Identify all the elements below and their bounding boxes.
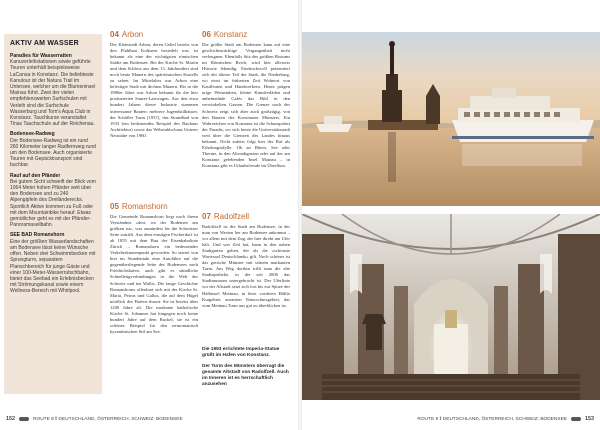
section-heading-radolfzell <box>202 212 290 221</box>
car-icon <box>571 417 581 421</box>
caption-konstanz: Die 1993 errichtete Imperia-Statue grüßt im Hafen von Konstanz. <box>202 347 280 358</box>
footer-right <box>417 416 594 422</box>
sidebar-section <box>10 232 96 294</box>
text-column-2 <box>202 30 290 393</box>
sidebar-section-text: Eine der größten Wasserlandschaften am Bodensee lässt keine Wünsche offen. Neben drei Schwimmbecken mit Sprungturm, separatem Planschbereich für junge Gäste und einer 100-Meter-Wasserrutschbahn, bietet das Seebad ein Erlebnisbecken mit Strömungskanal sowie einem Wellness-Bereich mit Whirlpool. <box>10 238 96 295</box>
sidebar-section-text: Der Bodensee-Radweg ist ein rund 260 Kilometer langer Radfernweg rund um den Bodensee. Auch organisierte Touren mit Gepäcktransport sind buchbar. <box>10 137 96 169</box>
text-column-1 <box>110 30 198 382</box>
footer-left <box>6 416 183 422</box>
section-number: 07 <box>202 212 211 221</box>
section-body-radolfzell: Radolfzell ist die Stadt am Bodensee, in der man von Westen her am Bodensee ankommt – vor allem mit dem Zug, der hier direkt am Ufer hält. Und wer Zeit hat, kann in den nahen Stadtgarten gehen, der als die »schönste Wartesaal Deutschlands« gilt. Noch schöner ist das gotische Münster mit seinem markanten Turm. Am Weg dorthin trifft man die alte Stadtapotheke, in der seit 2006 das Stadtmuseum untergebracht ist. Der Uferlinie vor der Altstadt setzt sich fort bis zur Spitze der Halbinsel Mettnau, in ihrer vorderen Hälfte Kurgebiet, anonsten Naturschutzgebiet, das vom Mettnau Turm aus gut zu überblicken ist. <box>202 224 290 308</box>
sidebar-section-text: Bei gutem Sicht schweift der Blick vom 1064 Meter hohen Pfänder weit über den Bodensee und zu 240 Alpengipfeln des Dreiländerecks. Sportlich Aktive kommen zu Fuß oder mit dem Mountainbike herauf. Etwas gemütlicher geht es mit der Pfänder-Panoramaseilbahn. <box>10 178 96 229</box>
sidebar-section <box>10 53 96 127</box>
section-body-arbon: Der Kleinstadt Arbon, deren Geltel bereits von den Pfahlbau Kulturen besiedelt war, ist bekannt als eine der wichtigsten römischen Städte am Bodensee. Bei der Kirche St. Martin und dem Schloss aus dem 13. Jahrhundert sind noch heute Mauern des spätrömischen Kastells zu sehen. Im Mittelalter war Arbon eine befestigte Stadt mit dichten Mauern. Bis in die 1980er Jahre war Arbon bekannt für die hier produzierten Saurer-Lastwagen. Aus den etwa hundert Jahren dieser Industrie stammen interessante Bauten: mehrere Jugendstilhäuser, der Schäfler Turm (1937), das Strandbad von 1933 (ein bedeutendes Beispiel des Bauhaus Architektur) sowie das Webstuhlschaus Unterer Neustätte von 1960. <box>110 42 198 138</box>
sidebar-section-text: Kanuverleihstationen sowie geführte Touren unterhält beispielsweise LaCanoa in Konstanz. Die beliebteste Kanutour ist der Natura Trail im Untersee, welcher um die Blumeninsel Mainau führt. Zwei der vielen empfehlenswerten Surfschulen mit Verleih sind die Surfschule Wasserburg und Tom's Aqua Club in Konstanz. Tauchkurse veranstaltet Tinas Tauchschule auf der Reichenau. <box>10 59 96 128</box>
footer-route-text: ROUTE 9 ‖ DEUTSCHLAND, ÖSTERREICH, SCHWEIZ: BODENSEE <box>33 416 183 422</box>
sidebar-section-heading: Bodensee-Radweg <box>10 131 55 138</box>
photo-captions <box>202 347 290 388</box>
caption-radolfzell: Der Turm des Münsters überragt die gesamte Altstadt von Radolfzell. Auch im Inneren ist es herrschaftlich anzusehen <box>202 364 289 387</box>
sidebar-section <box>10 131 96 168</box>
sidebar-section-heading: Paradies für Wasserratten <box>10 53 72 59</box>
section-body-romanshorn: Die Gemeinde Romanshorn liegt nach ihrem Verständnis »dort, wo der Bodensee am größten ist«, was zumindest für die Schweizer Seite zutrifft. Aus dem einstigen Fischerdorf ist ab 1855 mit dem Bau der Eisenbahnlinie Zürich – Romanshorn ein bedeutender Verkehrsknotenpunkt geworden. So startet von hier im Stundentakt eine Autofähre auf die gegenüberliegende Seite des Bodensees nach Friedrichshafen, auch gibt es stündliche Schnellzugverbindungen in die Welt der Schweiz und ins Wallis. Die lange Geschichte Romanshorns offenbart sich mit der Kirche St. Maria, Petrus und Gallus, die auf dem Hügel nördlich des Hafens thront: Sie ist bereits über 1200 Jahre alt. Die markante katholische Kirche St. Johannes hat hingegen noch keine hundert Jahre auf dem Buckel, sie ist ein schönes Beispiel für den neuromanisch byzantinischen Stil am See. <box>110 214 198 334</box>
section-heading-romanshorn <box>110 202 198 211</box>
page-number-left: 152 <box>6 416 15 422</box>
sidebar-section-heading: Rauf auf den Pfänder <box>10 172 61 179</box>
car-icon <box>19 417 29 421</box>
section-title: Konstanz <box>213 30 248 39</box>
footer-route-text: ROUTE 9 ‖ DEUTSCHLAND, ÖSTERREICH, SCHWEIZ: BODENSEE <box>417 416 567 422</box>
section-body-konstanz: Die größte Stadt am Bodensee kann auf eine geschichtsträchtige Vergangenheit nicht verleugnen. Ebenfalls Sitz des größten Bistums im Römischen Reich, wird hier allerorts Historie lebendig. Eindrucksvoll präsentiert sich der älteste Teil der Stadt, die Niederburg, wo einst im frühesten Zeit Wohnort von Kaufleuten und Handwerkern. Heute prägen urige Weinstuben, kleine Künstlerläden und anheimelnde Cafés das Bild in den verwinkelten Gassen. Die Grenze nach der Schweiz zeigt sich aber auch großzügig, von den Bauten des Konstanzer Münsters. Ein Wahrzeichen von Konstanz ist die Schauspalast der Paradis, wo sich heute die Universitätsstadt weit über die Grenzen des Landes hinaus bekannt. Nicht zuletzt folgt hier der Ruf als Erholungsidylle. Ob an Rhein, See oder Therme, in den Altstadtgassen oder auf der am Konstanz gelebenden Insel Mainau – in Konstanz gibt es Urlaubsfreude im Überfluss. <box>202 42 290 168</box>
section-heading-konstanz <box>202 30 290 39</box>
sidebar-section-heading: SEE BAD Romanshorn <box>10 232 65 239</box>
sidebar-section <box>10 173 96 229</box>
section-title: Arbon <box>121 30 144 39</box>
section-number: 06 <box>202 30 211 39</box>
sidebar-title: AKTIV AM WASSER <box>10 40 79 47</box>
section-title: Romanshorn <box>121 202 168 211</box>
page-number-right: 153 <box>585 416 594 422</box>
photo-konstanz-harbor <box>302 32 600 206</box>
sidebar-box <box>4 34 102 394</box>
section-number: 05 <box>110 202 119 211</box>
section-heading-arbon <box>110 30 198 39</box>
photo-radolfzell-interior <box>302 214 600 400</box>
section-number: 04 <box>110 30 119 39</box>
section-title: Radolfzell <box>213 212 250 221</box>
